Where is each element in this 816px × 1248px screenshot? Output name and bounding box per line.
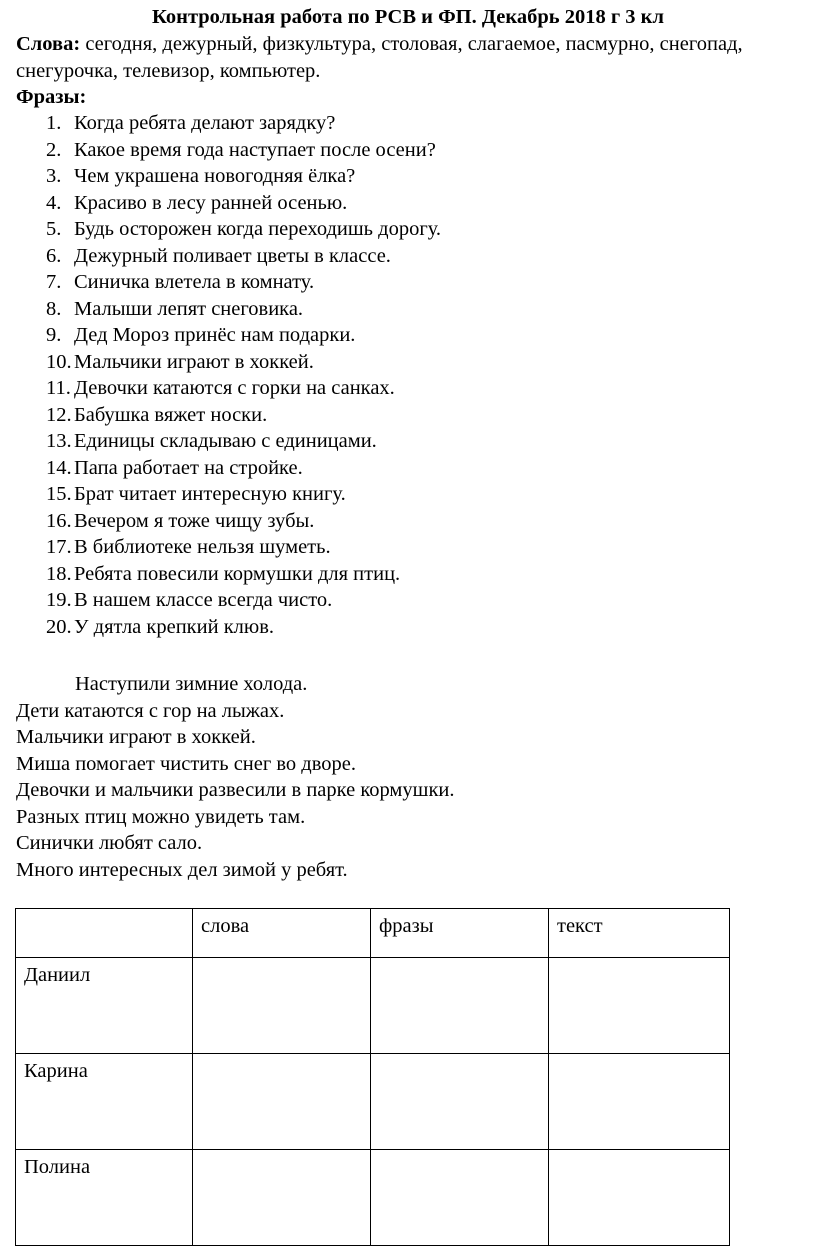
story-line: Мальчики играют в хоккей. <box>16 726 256 748</box>
list-item-text: Брат читает интересную книгу. <box>74 483 346 505</box>
words-list: сегодня, дежурный, физкультура, столовая, слагаемое, пасмурно, снегопад, снегурочка, телевизор, компьютер. <box>16 33 743 82</box>
list-item-number: 7. <box>46 271 62 293</box>
list-item-text: Будь осторожен когда переходишь дорогу. <box>74 218 442 240</box>
list-item-text: В библиотеке нельзя шуметь. <box>74 536 331 558</box>
words-label: Слова: <box>16 33 81 55</box>
table-cell <box>193 958 371 1054</box>
list-item-text: Когда ребята делают зарядку? <box>74 112 336 134</box>
table-cell <box>371 1054 549 1150</box>
list-item-number: 18. <box>46 562 72 585</box>
story-line: Много интересных дел зимой у ребят. <box>16 858 348 881</box>
list-item-number: 15. <box>46 483 72 505</box>
story-line: Наступили зимние холода. <box>75 673 308 695</box>
list-item-text: Единицы складываю с единицами. <box>74 430 377 452</box>
list-item-text: Синичка влетела в комнату. <box>74 271 315 293</box>
list-item-text: Ребята повесили кормушки для птиц. <box>74 562 401 585</box>
table-header-cell: текст <box>549 909 730 958</box>
list-item-number: 10. <box>46 350 72 373</box>
list-item-text: Мальчики играют в хоккей. <box>74 350 314 373</box>
table-cell <box>193 1054 371 1150</box>
table-cell <box>193 1150 371 1246</box>
list-item-number: 4. <box>46 191 62 214</box>
list-item-number: 12. <box>46 403 72 426</box>
table-row <box>16 1150 730 1246</box>
table-cell <box>371 958 549 1054</box>
list-item-text: У дятла крепкий клюв. <box>74 615 275 638</box>
list-item-number: 3. <box>46 165 62 187</box>
table-row-name: Карина <box>16 1054 193 1150</box>
table-cell <box>371 1150 549 1246</box>
list-item-number: 2. <box>46 138 62 161</box>
table-header-cell: фразы <box>371 909 549 958</box>
list-item-number: 13. <box>46 430 72 452</box>
story-line: Миша помогает чистить снег во дворе. <box>16 752 357 775</box>
story-line: Девочки и мальчики развесили в парке кормушки. <box>16 779 455 801</box>
list-item-number: 1. <box>46 112 62 134</box>
list-item-number: 14. <box>46 456 72 479</box>
list-item-text: Дежурный поливает цветы в классе. <box>74 244 391 267</box>
table-header-row <box>16 909 730 958</box>
words-section <box>16 31 806 84</box>
list-item-number: 6. <box>46 244 62 267</box>
results-table <box>15 908 730 1246</box>
table-row <box>16 1054 730 1150</box>
list-item-text: Малыши лепят снеговика. <box>74 297 304 320</box>
story-line: Разных птиц можно увидеть там. <box>16 805 306 828</box>
list-item-text: Какое время года наступает после осени? <box>74 138 436 161</box>
table-cell <box>549 958 730 1054</box>
list-item-number: 5. <box>46 218 62 240</box>
list-item-text: Красиво в лесу ранней осенью. <box>74 191 348 214</box>
list-item-text: Девочки катаются с горки на санках. <box>74 377 395 399</box>
list-item-number: 9. <box>46 324 62 346</box>
table-row <box>16 958 730 1054</box>
list-item-text: В нашем классе всегда чисто. <box>74 589 333 611</box>
table-row-name: Даниил <box>16 958 193 1054</box>
table-row-name: Полина <box>16 1150 193 1246</box>
list-item-number: 8. <box>46 297 62 320</box>
story-text <box>16 671 455 883</box>
list-item-number: 20. <box>46 615 72 638</box>
table-header-cell: слова <box>193 909 371 958</box>
story-line: Синички любят сало. <box>16 832 203 854</box>
list-item-number: 16. <box>46 509 72 532</box>
list-item-number: 17. <box>46 536 72 558</box>
list-item-text: Папа работает на стройке. <box>74 456 303 479</box>
list-item-text: Дед Мороз принёс нам подарки. <box>74 324 356 346</box>
table-header-cell <box>16 909 193 958</box>
list-item-number: 11. <box>46 377 71 399</box>
list-item-text: Вечером я тоже чищу зубы. <box>74 509 315 532</box>
table-cell <box>549 1150 730 1246</box>
phrases-label: Фразы: <box>16 86 87 108</box>
list-item-text: Бабушка вяжет носки. <box>74 403 268 426</box>
list-item-number: 19. <box>46 589 72 611</box>
document-title: Контрольная работа по РСВ и ФП. Декабрь 2018 г 3 кл <box>152 6 664 28</box>
story-line: Дети катаются с гор на лыжах. <box>16 699 285 722</box>
list-item-text: Чем украшена новогодняя ёлка? <box>74 165 356 187</box>
table-cell <box>549 1054 730 1150</box>
